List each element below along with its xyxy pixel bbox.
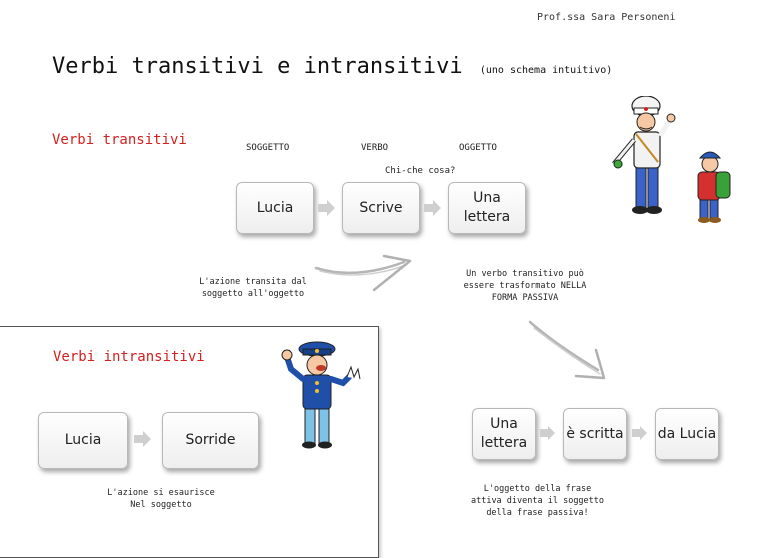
- passive-note: L'oggetto della frase attiva diventa il soggetto della frase passiva!: [470, 484, 605, 518]
- transit-arrow-icon: [312, 252, 417, 294]
- transitive-heading: Verbi transitivi: [52, 132, 187, 148]
- box-passive-da-lucia: da Lucia: [655, 408, 719, 460]
- box-intransitive-lucia: Lucia: [38, 412, 128, 469]
- arrow-right-icon: [318, 199, 336, 217]
- intransitive-heading: Verbi intransitivi: [53, 349, 205, 365]
- diagonal-arrow-icon: [524, 318, 610, 384]
- page-title: [52, 54, 612, 79]
- title-main: Verbi transitivi e intransitivi: [52, 54, 463, 79]
- label-subject: SOGGETTO: [246, 143, 290, 153]
- box-passive-e-scritta: è scritta: [563, 408, 627, 460]
- box-intransitive-sorride: Sorride: [162, 412, 259, 469]
- title-subtitle: (uno schema intuitivo): [479, 65, 613, 76]
- arrow-right-icon: [424, 199, 442, 217]
- author-label: Prof.ssa Sara Personeni: [537, 12, 676, 23]
- question-label: Chi-che cosa?: [385, 166, 456, 176]
- transit-note: L'azione transita dal soggetto all'oggetto: [199, 277, 307, 299]
- policeman-illustration: [281, 339, 363, 455]
- box-passive-una-lettera: Una lettera: [472, 408, 536, 460]
- arrow-right-icon: [540, 425, 556, 441]
- label-verb: VERBO: [361, 143, 389, 153]
- label-object: OGGETTO: [459, 143, 497, 153]
- box-verb-scrive: Scrive: [342, 182, 420, 234]
- box-subject-lucia: Lucia: [236, 182, 314, 234]
- passive-form-note: Un verbo transitivo può essere trasformato NELLA FORMA PASSIVA: [463, 269, 587, 303]
- traffic-warden-illustration: [610, 96, 738, 228]
- intransitive-note: L'azione si esaurisce Nel soggetto: [107, 488, 215, 510]
- arrow-right-icon: [632, 425, 648, 441]
- arrow-right-icon: [134, 430, 152, 448]
- box-object-lettera: Una lettera: [448, 182, 526, 234]
- intransitive-panel: [0, 326, 379, 558]
